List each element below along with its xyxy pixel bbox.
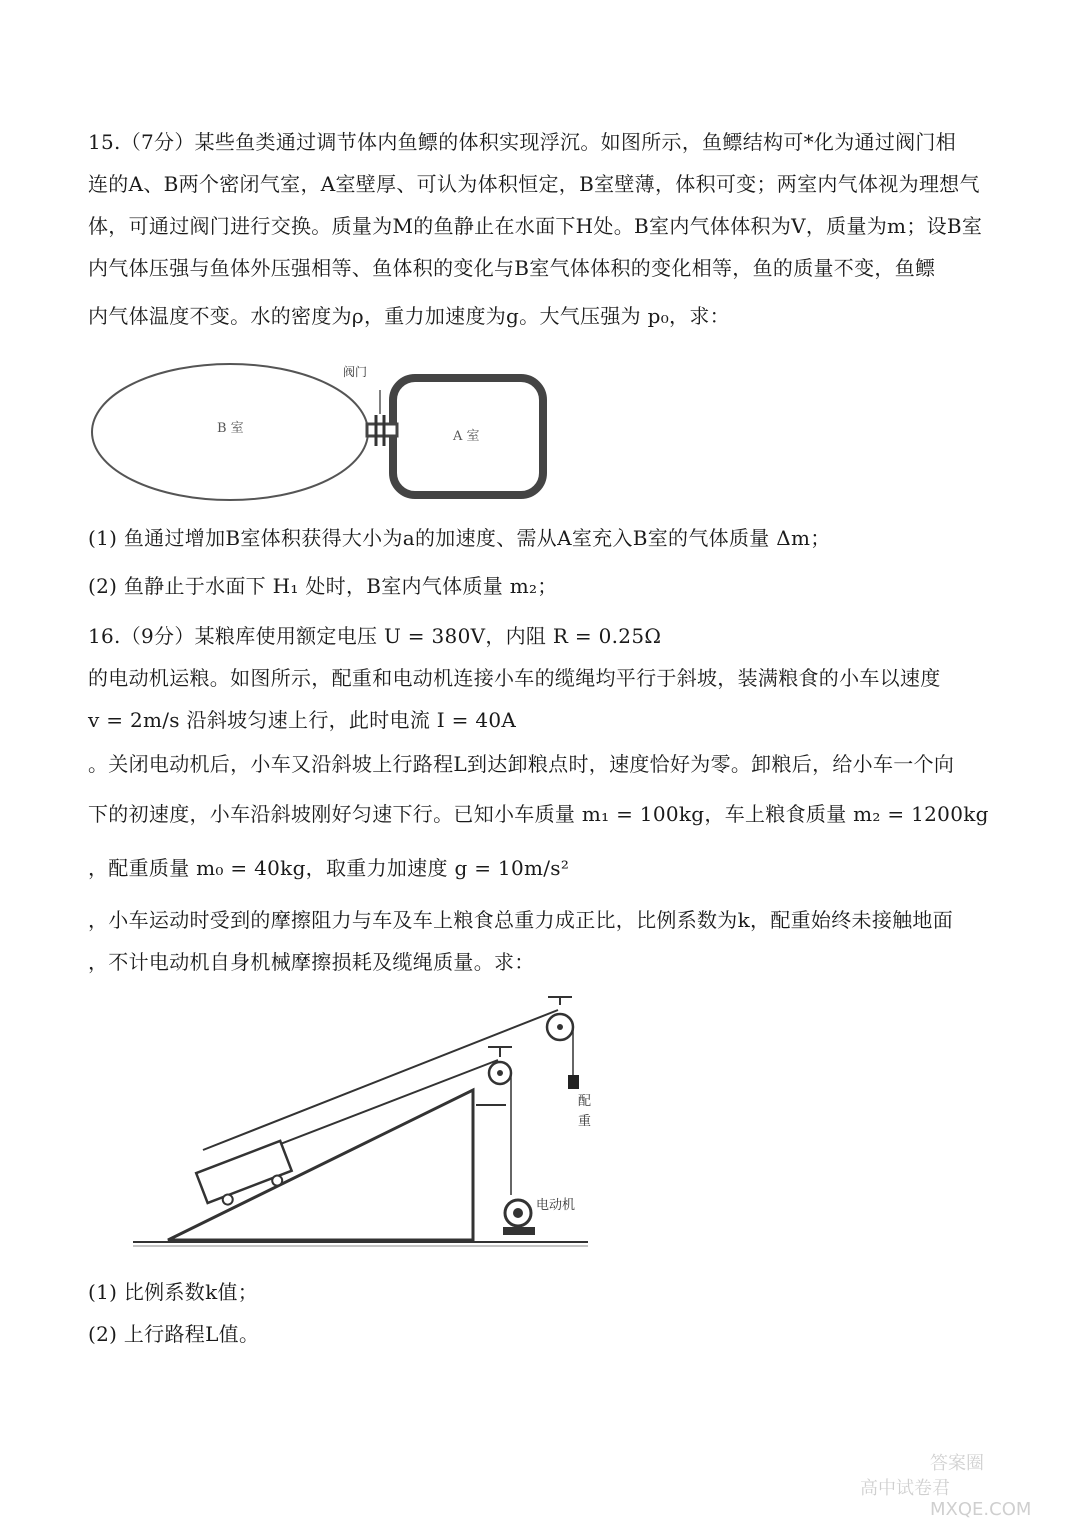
incline-pulley-figure: [128, 995, 598, 1255]
q15-line-5: 内气体温度不变。水的密度为ρ，重力加速度为g。大气压强为 p₀，求：: [88, 304, 730, 328]
q16-sub-question-1: (1) 比例系数k值；: [88, 1280, 259, 1304]
motor-label: 电动机: [536, 1198, 576, 1213]
valve-label: 阀门: [343, 365, 368, 379]
q15-sub-question-1: (1) 鱼通过增加B室体积获得大小为a的加速度、需从A室充入B室的气体质量 Δm；: [88, 526, 831, 550]
swim-bladder-figure: [85, 360, 555, 510]
q16-line-4: 。关闭电动机后，小车又沿斜坡上行路程L到达卸粮点时，速度恰好为零。卸粮后，给小车一个向: [88, 752, 955, 776]
q15-line-1: 15.（7分）某些鱼类通过调节体内鱼鳔的体积实现浮沉。如图所示，鱼鳔结构可*化为通过阀门相: [88, 130, 957, 154]
q16-line-8: ，不计电动机自身机械摩擦损耗及缆绳质量。求：: [88, 950, 535, 974]
q15-line-4: 内气体压强与鱼体外压强相等、鱼体积的变化与B室气体体积的变化相等，鱼的质量不变，鱼鳔: [88, 256, 936, 280]
chamber-b-label: B 室: [217, 421, 244, 436]
q16-sub-question-2: (2) 上行路程L值。: [88, 1322, 260, 1346]
counterweight-label-2: 重: [578, 1114, 592, 1129]
q15-sub-question-2: (2) 鱼静止于水面下 H₁ 处时，B室内气体质量 m₂；: [88, 574, 558, 598]
q15-line-2: 连的A、B两个密闭气室，A室壁厚、可认为体积恒定，B室壁薄，体积可变；两室内气体视为理想气: [88, 172, 980, 196]
watermark-mid: 高中试卷君: [860, 1478, 950, 1499]
q16-line-3: v = 2m/s 沿斜坡匀速上行，此时电流 I = 40A: [88, 708, 517, 732]
watermark-bottom: MXQE.COM: [930, 1499, 1032, 1519]
watermark-top: 答案圈: [930, 1453, 984, 1474]
chamber-a-label: A 室: [453, 429, 480, 444]
q16-line-2: 的电动机运粮。如图所示，配重和电动机连接小车的缆绳均平行于斜坡，装满粮食的小车以速度: [88, 666, 941, 690]
q16-line-6: ，配重质量 m₀ = 40kg，取重力加速度 g = 10m/s²: [88, 856, 570, 880]
q16-line-7: ，小车运动时受到的摩擦阻力与车及车上粮食总重力成正比，比例系数为k，配重始终未接触地面: [88, 908, 954, 932]
counterweight-label-1: 配: [578, 1094, 592, 1109]
watermark-logo: [850, 1449, 1050, 1519]
q15-line-3: 体，可通过阀门进行交换。质量为M的鱼静止在水面下H处。B室内气体体积为V，质量为m；设B室: [88, 214, 983, 238]
q16-line-5: 下的初速度，小车沿斜坡刚好匀速下行。已知小车质量 m₁ = 100kg，车上粮食质量 m₂ = 1200kg: [88, 802, 989, 826]
q16-line-1: 16.（9分）某粮库使用额定电压 U = 380V，内阻 R = 0.25Ω: [88, 624, 662, 648]
